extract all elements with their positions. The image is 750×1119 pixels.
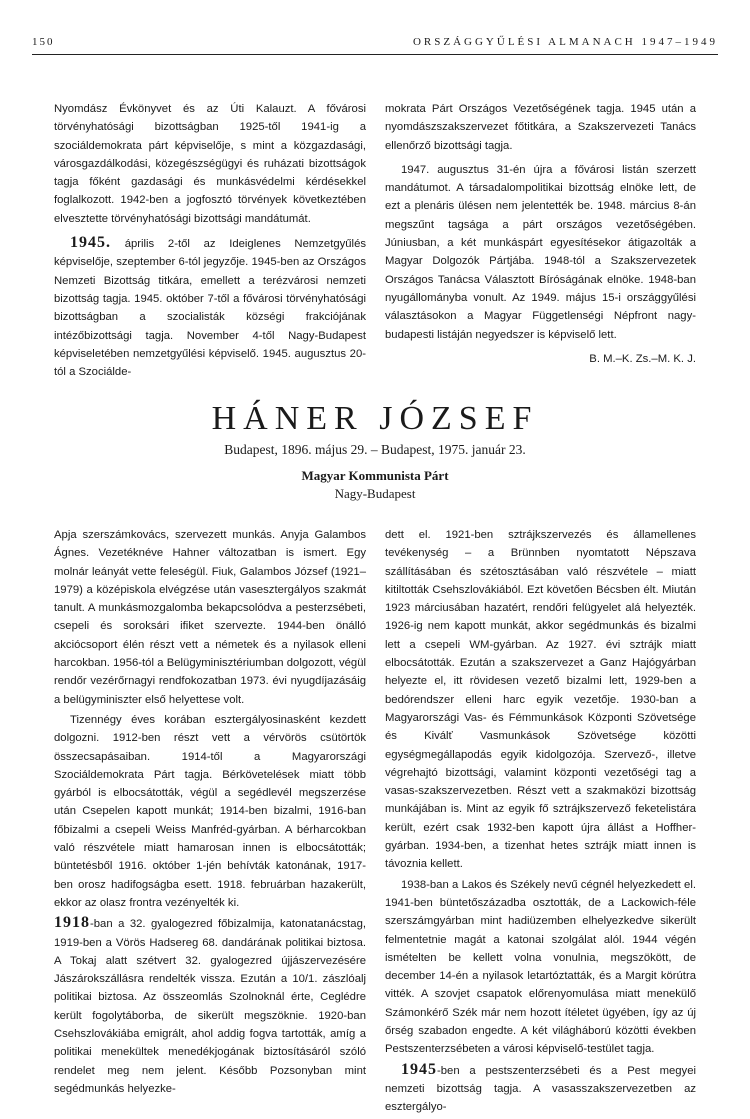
entry-paragraph: 1938-ban a Lakos és Székely nevű cégnél helyezkedett el. 1941-ben büntetőszázadba osztották, de a Lackowich-féle szerszámgyárban mint hadiüzemben elhelyezkedve sikerült felmentetnie magát a katonai szolgálat alól. 1944 végén ismételten be kellett volna vonulnia, megszökött, de december 14-én a nyilasok letartóztatták, és a Margit körútra vitték. A szovjet csapatok előrenyomulása miatt menekülő Számonkérő Szék már nem hozott ítéletet ügyében, így az új őrség szabadon engedte. A két világháború közötti években Pestszenterzsébeten a városi képviselő-testület tagja. — [385, 878, 696, 1056]
prev-entry-paragraph: 1947. augusztus 31-én újra a fővárosi listán szerzett mandátumot. A társadalompolitikai bizottság elnöke lett, de ezt a plenáris ülésen nem jelentették be. 1948. március 8-án megszűnt tagsága a párt országos vezetőségében. Júniusban, a két munkáspárt egyesítésekor átigazolták a Magyar Dolgozók Pártjába. 1948-tól a Szakszervezetek Országos Tanácsa Választott Bíróságának elnöke. 1948-ban nyugállományba vonult. Az 1949. május 15-i országgyűlési választásokon a Magyar Függetlenségi Népfront nagy-budapesti listáján negyedszer is képviselő lett. — [385, 163, 696, 341]
entry-party: Magyar Kommunista Párt — [301, 468, 449, 483]
year-marker: 1945 — [401, 1060, 437, 1078]
entry-name: HÁNER JÓZSEF — [211, 400, 539, 437]
entry-paragraph: 1918-ban a 32. gyalogezred főbizalmija, katonatanácstag, 1919-ben a Vörös Hadsereg 68. dandárának politikai biztosa. A Tokaj alatt szétvert 32. gyalogezred újjászervezésére Jászárokszállásra rendelték vissza. Ezután a 10/1. zászlóalj politikai biztosa. Az összeomlás Szolnoknál érte, Ceglédre került fogolytáborba, de sikerült megszöknie. 1920-ban Csehszlovákiába emigrált, ahol addig fogva tartották, amíg a politikai menekültek menedékjogának biztosításáról szóló rendelet meg nem jelent. Később Pozsonyban mint segédmunkás helyezke- — [54, 914, 366, 1095]
year-marker: 1918 — [54, 914, 90, 932]
prev-entry-right-column — [385, 100, 696, 368]
prev-entry-paragraph: mokrata Párt Országos Vezetőségének tagja. 1945 után a nyomdászszakszervezet főtitkára, a Szakszervezeti Tanács ellenőrző bizottsági tagja. — [385, 103, 696, 152]
entry-paragraph: dett el. 1921-ben sztrájkszervezés és államellenes tevékenység – a Brünnben nyomtatott Népszava szállításában és szétosztásában való részvétele – miatt kitiltották Csehszlovákiából. Ezt követően Bécsben élt. Miután 1923 márciusában hazatért, rendőri felügyelet alá helyezték. 1926-ig nem kapott munkát, akkor segédmunkás és bizalmi lett a csepeli WM-gyárban. Az 1927. évi sztrájk miatt elbocsátották. Ezután a szakszervezet a Ganz Hajógyárban helyezte el, itt rövidesen vezető bizalmi lett, 1929-ben a bedórendszer elleni harc egyik vezetője. 1930-ban a Magyarországi Vas- és Fémmunkások Központi Szövetsége és Kiválť Vasmunkások Szövetsége közötti egységmegállapodás egyik kidolgozója. Szervező-, illetve végrehajtó bizottsági, valamint központi vezetőségi tag a vasas-szakszervezetben. Részt vett a szakmaközi bizottság munkájában is. Mint az egyik fő sztrájkszervező feketelistára került, ezért csak 1932-ben kapott újra állást a Hoffher-gyárban. 1934-ben, a tizenhat hetes sztrájk miatt innen is távoznia kellett. — [385, 529, 696, 871]
prev-entry-left-column — [54, 100, 366, 387]
entry-heading — [0, 400, 750, 502]
entry-district: Nagy-Budapest — [334, 486, 416, 501]
running-header — [32, 34, 718, 55]
entry-paragraph: 1945-ben a pestszenterzsébeti és a Pest megyei nemzeti bizottság tagja. A vasasszakszervezetben az esztergályo- — [385, 1060, 696, 1114]
entry-left-column — [54, 526, 366, 1100]
entry-paragraph: Tizennégy éves korában esztergályosinasként kezdett dolgozni. 1912-ben részt vett a vérvörös csütörtök összecsapásaiban. 1914-től a Magyarországi Szociáldemokrata Párt tagja. Bérkövetelések miatt több gyárból is elbocsátották, végül a segédlevél megszerzése után Csepelen kapott munkát; 1914-ben bizalmi, 1916-ban főbizalmi a csepeli Weiss Manfréd-gyárban. A bérharcokban való részvétele miatt hamarosan innen is elbocsátották; büntetésből 1916. október 1-jén behívták katonának, 1917-ben orosz hadifogságba esett. 1918. februárban hazakerült, ekkor az olasz frontra vezényelték ki. — [54, 713, 366, 909]
entry-dates: Budapest, 1896. május 29. – Budapest, 1975. január 23. — [224, 442, 526, 457]
prev-entry-paragraph: 1945. április 2-től az Ideiglenes Nemzetgyűlés képviselője, szeptember 6-tól jegyzője. 1945-ben az Országos Nemzeti Bizottság titkára, emellett a terézvárosi nemzeti bizottság tagja. 1945. október 7-től a fővárosi törvényhatósági bizottságban a szocialisták községi frakciójának intézőbizottsági tagja. November 4-től Nagy-Budapest képviseletében nemzetgyűlési képviselő. 1945. augusztus 20-tól a Szociálde- — [54, 234, 366, 379]
page-number: 150 — [32, 36, 55, 48]
author-signature: B. M.–K. Zs.–M. K. J. — [589, 352, 696, 365]
prev-entry-paragraph: Nyomdász Évkönyvet és az Úti Kalauzt. A fővárosi törvényhatósági bizottságban 1925-től 1941-ig a szociáldemokrata párt képviselője, s mint a közgazdasági, városgazdálkodási, közegészségügyi és ruházati bizottságok tagja főként gazdasági és munkásvédelmi kérdésekkel foglalkozott. 1942-ben a jogfosztó törvények következtében elvesztette törvényhatósági bizottsági mandátumát. — [54, 103, 366, 225]
entry-right-column — [385, 526, 696, 1119]
entry-paragraph: Apja szerszámkovács, szervezett munkás. Anyja Galambos Ágnes. Vezetéknéve Hahner változatban is ismert. Egy molnár leányát vette feleségül. Fiuk, Galambos József (1921–1979) a középiskola elvégzése után vasesztergályos szakmát tanult. A munkásmozgalomba bekapcsolódva a pesterzsébeti, csepeli és soroksári ifiket szervezte. 1944-ben önálló akciócsoport élén részt vett a németek és a nyilasok elleni harcokban. 1956-tól a Belügyminisztériumban dolgozott, végül rendőr vezérőrnagyi rendfokozatban 1973. évi nyugdíjazásáig a belügyminiszter első helyettese volt. — [54, 529, 366, 706]
year-marker: 1945. — [70, 234, 111, 252]
running-title: ORSZÁGGYŰLÉSI ALMANACH 1947–1949 — [412, 36, 718, 48]
